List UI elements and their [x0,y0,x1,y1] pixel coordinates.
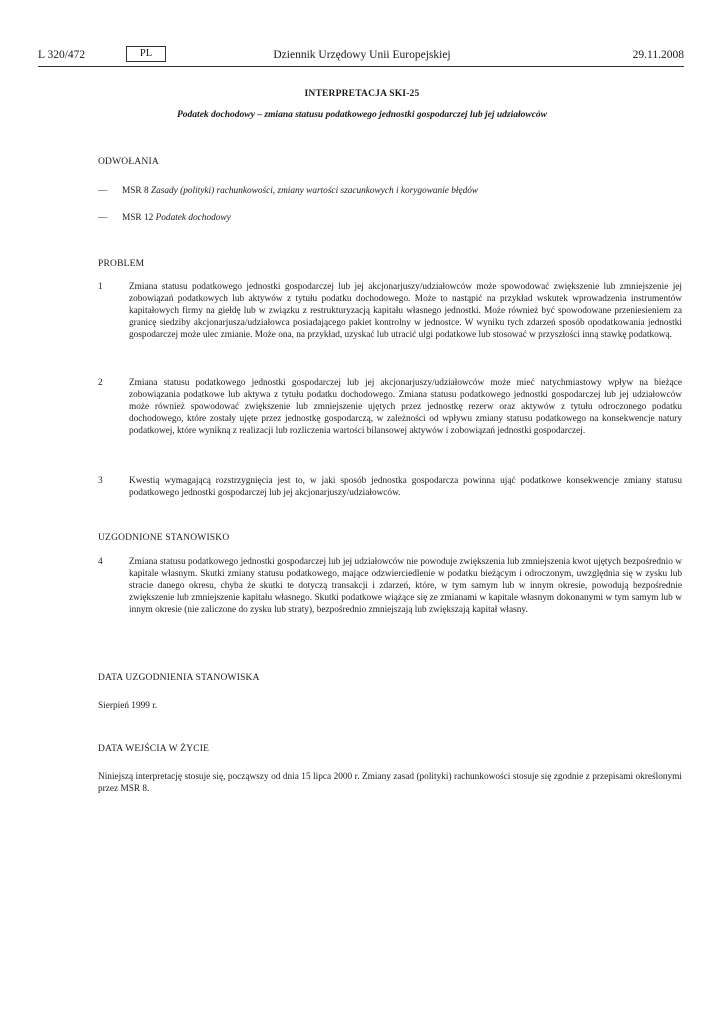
problem-heading: PROBLEM [98,259,145,269]
paragraph-text: Kwestią wymagającą rozstrzygnięcia jest to, w jaki sposób jednostka gospodarcza powinna ująć podatkowe konsekwencje zmiany statusu podatkowego jednostki gospodarczej lub jej akcjonarjuszy/udziałowców. [129,476,682,498]
effective-date-text: Niniejszą interpretację stosuje się, począwszy od dnia 15 lipca 2000 r. Zmiany zasad (polityki) rachunkowości stosuje się zgodnie z przepisami określonymi przez MSR 8. [98,772,682,794]
reference-prefix: MSR 12 [122,213,156,223]
consensus-date-text: Sierpień 1999 r. [98,701,158,711]
reference-title: Podatek dochodowy [155,213,231,223]
page-reference: L 320/472 [38,49,86,61]
reference-dash: — [98,186,108,196]
publication-date: 29.11.2008 [632,49,684,61]
document-title: INTERPRETACJA SKI-25 [304,89,420,99]
document-subtitle: Podatek dochodowy – zmiana statusu podatkowego jednostki gospodarczej lub jej udziałowców [177,110,547,120]
paragraph-text: Zmiana statusu podatkowego jednostki gospodarczej lub jej akcjonarjuszy/udziałowców może mieć natychmiastowy wpływ na bieżące zobowiązania podatkowe lub aktywa z tytułu podatku dochodowego. Zmiana statusu podatkowego jednostki gospodarczej lub jej udziałowców może również spowodować zwiększenie lub zmniejszenie ujętych przez jednostkę rezerw oraz aktywów z tytułu odroczonego podatku dochodowego, które zostały ujęte przez jednostkę gospodarczą, w zależności od wpływu zmiany statusu podatkowego na konsekwencje natury podatkowej, które wynikną z realizacji lub rozliczenia wartości bilansowej aktywów i zobowiązań jednostki gospodarczej. [129,378,682,436]
consensus-heading: UZGODNIONE STANOWISKO [98,533,230,543]
reference-title: Zasady (polityki) rachunkowości, zmiany wartości szacunkowych i korygowanie błędów [150,186,479,196]
paragraph-number: 2 [98,378,103,388]
reference-dash: — [98,213,108,223]
language-badge: PL [126,46,166,62]
references-heading: ODWOŁANIA [98,157,159,167]
journal-title: Dziennik Urzędowy Unii Europejskiej [273,49,451,61]
header-divider [38,66,684,67]
paragraph-number: 4 [98,557,103,567]
consensus-date-heading: DATA UZGODNIENIA STANOWISKA [98,673,260,683]
paragraph-text: Zmiana statusu podatkowego jednostki gospodarczej lub jej akcjonarjuszy/udziałowców może spowodować zwiększenie lub zmniejszenie jej zobowiązań podatkowych lub aktywów z tytułu podatku dochodowego. Może to nastąpić na przykład wskutek wprowadzenia instrumentów kapitałowych firmy na giełdę lub w związku z restrukturyzacją kapitału własnego jednostki. Może również być spowodowane przeniesieniem za granicę siedziby akcjonarjusza/udziałowca posiadającego pakiet kontrolny w jednostce. W wyniku tych zdarzeń sposób opodatkowania jednostki gospodarczej może ulec zmianie. Może ona, na przykład, uzyskać lub utracić ulgi podatkowe lub stosować w przyszłości inną stawkę podatkową. [129,282,682,340]
effective-date-heading: DATA WEJŚCIA W ŻYCIE [98,744,210,754]
paragraph-number: 1 [98,282,103,292]
paragraph-number: 3 [98,476,103,486]
reference-prefix: MSR 8 [122,186,151,196]
paragraph-text: Zmiana statusu podatkowego jednostki gospodarczej lub jej udziałowców nie powoduje zwiększenia lub zmniejszenia kwot ujętych bezpośrednio w kapitale własnym. Skutki zmiany statusu podatkowego, mające odzwierciedlenie w podatku bieżącym i odroczonym, uwzględnia się w zysku lub stracie danego okresu, chyba że skutki te dotyczą transakcji i zdarzeń, które, w tym samym lub w innym okresie, powodują bezpośrednie zwiększenie lub zmniejszenie kapitału własnego. Skutki podatkowe wiążące się ze zmianami w kapitale własnym dokonanymi w tym samym lub w innym okresie (nie zaliczone do zysku lub straty), bezpośrednio zmniejszają lub zwiększają kapitał własny. [129,557,682,615]
